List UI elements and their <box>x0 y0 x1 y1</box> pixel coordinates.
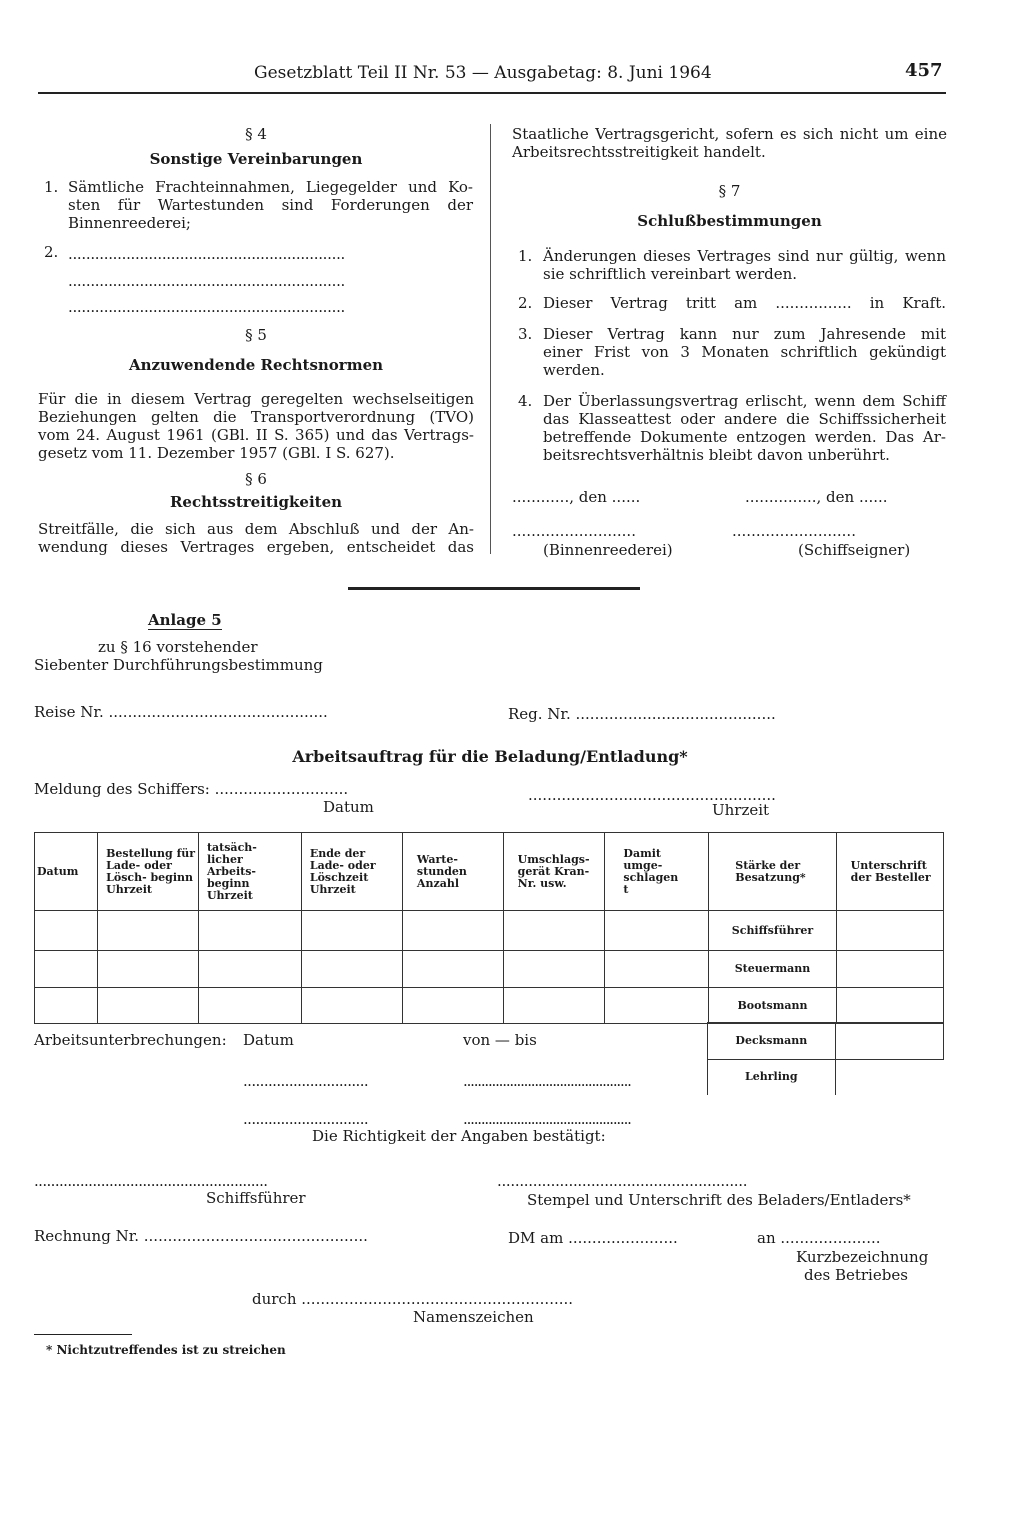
reg-nr-field: Reg. Nr. .......................................... <box>508 705 776 723</box>
table-cell[interactable] <box>402 988 503 1024</box>
section-heading: Anzuwendende Rechtsnormen <box>128 356 384 374</box>
item-line: Dieser Vertrag tritt am ................ in Kraft. <box>543 294 946 312</box>
table-cell[interactable] <box>503 988 605 1024</box>
confirmation-text: Die Richtigkeit der Angaben bestätigt: <box>312 1127 606 1145</box>
annex-title: Anlage 5 <box>148 611 222 629</box>
body-line: gesetz vom 11. Dezember 1957 (GBl. I S. 627). <box>38 444 395 462</box>
item-line: werden. <box>543 361 605 379</box>
body-line: vom 24. August 1961 (GBl. II S. 365) und das Vertrags- <box>38 426 474 444</box>
crew-table-extension <box>707 1022 944 1095</box>
table-cell[interactable] <box>35 951 98 988</box>
item-line: beitsrechtsverhältnis bleibt davon unberührt. <box>543 446 890 464</box>
table-cell[interactable] <box>605 951 709 988</box>
signature-cell[interactable] <box>836 988 943 1024</box>
table-cell[interactable] <box>98 911 199 951</box>
crew-role: Lehrling <box>708 1060 836 1095</box>
item-number: 1. <box>44 178 59 196</box>
table-row <box>708 1060 944 1095</box>
table-cell[interactable] <box>98 951 199 988</box>
reise-nr-field: Reise Nr. .............................................. <box>34 703 328 721</box>
uhrzeit-caption: Uhrzeit <box>712 801 770 819</box>
interruptions-time-field[interactable]: ............................................... <box>463 1110 631 1128</box>
signature-cell[interactable] <box>836 951 943 988</box>
blank-line: .............................................................. <box>68 272 346 290</box>
item-line: Sämtliche Frachteinnahmen, Liegegelder und Ko- <box>68 178 473 196</box>
table-cell[interactable] <box>503 951 605 988</box>
invoice-recipient-field[interactable]: an ..................... <box>757 1229 881 1247</box>
table-row <box>35 911 944 951</box>
interruptions-datum: Datum <box>243 1031 294 1049</box>
column-header: Damit umge- schlagen t <box>605 833 709 911</box>
item-number: 1. <box>518 247 533 265</box>
meldung-field: Meldung des Schiffers: ............................ <box>34 780 349 798</box>
item-line: Binnenreederei; <box>68 214 191 232</box>
table-cell[interactable] <box>198 951 301 988</box>
table-cell[interactable] <box>402 911 503 951</box>
datum-caption: Datum <box>323 798 374 816</box>
crew-role: Decksmann <box>708 1023 836 1060</box>
column-header: Ende der Lade- oder Löschzeit Uhrzeit <box>301 833 402 911</box>
table-row <box>35 951 944 988</box>
table-cell[interactable] <box>98 988 199 1024</box>
crew-role: Bootsmann <box>709 988 836 1024</box>
table-row <box>708 1023 944 1060</box>
section-heading: Sonstige Vereinbarungen <box>149 150 363 168</box>
footnote-rule <box>34 1334 132 1335</box>
item-line: Änderungen dieses Vertrages sind nur gültig, wenn <box>543 247 946 265</box>
signature-place-right: ..............., den ...... <box>745 488 888 506</box>
invoice-number-field[interactable]: Rechnung Nr. ............................................... <box>34 1227 368 1245</box>
recipient-caption: des Betriebes <box>804 1266 908 1284</box>
signature-label-left: (Binnenreederei) <box>543 541 673 559</box>
table-cell[interactable] <box>605 911 709 951</box>
running-header: Gesetzblatt Teil II Nr. 53 — Ausgabetag: 8. Juni 1964 <box>254 63 712 83</box>
body-line: Beziehungen gelten die Transportverordnung (TVO) <box>38 408 474 426</box>
item-line: betreffende Dokumente entzogen werden. Das Ar- <box>543 428 946 446</box>
header-rule <box>38 92 946 94</box>
signature-line-right: .......................... <box>732 522 856 540</box>
crew-role: Steuermann <box>709 951 836 988</box>
body-line: Staatliche Vertragsgericht, sofern es sich nicht um eine <box>512 125 947 143</box>
loader-signature-field[interactable]: ........................................................ <box>497 1172 748 1190</box>
section-sign: § 4 <box>245 125 267 143</box>
item-line: Der Überlassungsvertrag erlischt, wenn dem Schiff <box>543 392 946 410</box>
body-line: Für die in diesem Vertrag geregelten wechselseitigen <box>38 390 474 408</box>
column-header: Unterschrift der Besteller <box>836 833 943 911</box>
meldung-time-field: .................................................... <box>528 786 776 804</box>
section-sign: § 6 <box>245 470 267 488</box>
initials-caption: Namenszeichen <box>413 1308 534 1326</box>
table-cell[interactable] <box>35 988 98 1024</box>
section-heading: Schlußbestimmungen <box>637 212 822 230</box>
table-cell[interactable] <box>301 911 402 951</box>
table-cell[interactable] <box>503 911 605 951</box>
item-number: 4. <box>518 392 533 410</box>
signature-label-right: (Schiffseigner) <box>798 541 911 559</box>
initials-field[interactable]: durch ......................................................... <box>252 1290 574 1308</box>
column-header: Bestellung für Lade- oder Lösch- beginn Uhrzeit <box>98 833 199 911</box>
annex-subtitle: Siebenter Durchführungsbestimmung <box>34 656 323 674</box>
blank-line: .............................................................. <box>68 245 346 263</box>
section-separator <box>348 587 640 590</box>
crew-role: Schiffsführer <box>709 911 836 951</box>
item-number: 3. <box>518 325 533 343</box>
table-header-row <box>35 833 944 911</box>
item-line: einer Frist von 3 Monaten schriftlich gekündigt <box>543 343 946 361</box>
table-row <box>35 988 944 1024</box>
item-number: 2. <box>44 243 59 261</box>
signature-cell[interactable] <box>835 1023 943 1060</box>
footnote: * Nichtzutreffendes ist zu streichen <box>46 1343 286 1357</box>
body-line: wendung dieses Vertrages ergeben, entscheidet das <box>38 538 474 556</box>
section-heading: Rechtsstreitigkeiten <box>169 493 343 511</box>
column-header: Umschlags- gerät Kran-Nr. usw. <box>503 833 605 911</box>
interruptions-vonbis: von — bis <box>463 1031 537 1049</box>
interruptions-date-field[interactable]: .............................. <box>243 1072 369 1090</box>
table-cell[interactable] <box>301 951 402 988</box>
invoice-amount-field[interactable]: DM am ....................... <box>508 1229 678 1247</box>
signature-line-left: .......................... <box>512 522 636 540</box>
interruptions-time-field[interactable]: ............................................... <box>463 1072 631 1090</box>
page-number: 457 <box>905 60 943 81</box>
column-header: Stärke der Besatzung* <box>709 833 836 911</box>
body-line: Streitfälle, die sich aus dem Abschluß und der An- <box>38 520 474 538</box>
recipient-caption: Kurzbezeichnung <box>796 1248 929 1266</box>
signature-cell[interactable] <box>835 1060 943 1095</box>
annex-subtitle: zu § 16 vorstehender <box>98 638 258 656</box>
table-cell[interactable] <box>301 988 402 1024</box>
column-header: Warte- stunden Anzahl <box>402 833 503 911</box>
signature-cell[interactable] <box>836 911 943 951</box>
skipper-signature-field[interactable]: ........................................................ <box>34 1172 268 1190</box>
table-cell[interactable] <box>198 988 301 1024</box>
section-sign: § 5 <box>245 326 267 344</box>
loader-label: Stempel und Unterschrift des Beladers/Entladers* <box>527 1191 911 1209</box>
item-line: sie schriftlich vereinbart werden. <box>543 265 798 283</box>
table-cell[interactable] <box>35 911 98 951</box>
interruptions-label: Arbeitsunterbrechungen: <box>34 1031 227 1049</box>
column-header: tatsäch- licher Arbeits- beginn Uhrzeit <box>198 833 301 911</box>
column-divider <box>490 124 491 554</box>
signature-place-left: ............, den ...... <box>512 488 641 506</box>
section-sign: § 7 <box>718 182 741 200</box>
item-line: sten für Wartestunden sind Forderungen der <box>68 196 473 214</box>
table-cell[interactable] <box>605 988 709 1024</box>
blank-line: .............................................................. <box>68 298 346 316</box>
interruptions-date-field[interactable]: .............................. <box>243 1110 369 1128</box>
skipper-label: Schiffsführer <box>206 1189 306 1207</box>
table-cell[interactable] <box>198 911 301 951</box>
body-line: Arbeitsrechtsstreitigkeit handelt. <box>512 143 766 161</box>
item-line: das Klasseattest oder andere die Schiffssicherheit <box>543 410 946 428</box>
table-cell[interactable] <box>402 951 503 988</box>
column-header: Datum <box>35 833 98 911</box>
item-line: Dieser Vertrag kann nur zum Jahresende mit <box>543 325 946 343</box>
form-title: Arbeitsauftrag für die Beladung/Entladung* <box>292 747 688 766</box>
work-order-table <box>34 832 944 1024</box>
item-number: 2. <box>518 294 533 312</box>
